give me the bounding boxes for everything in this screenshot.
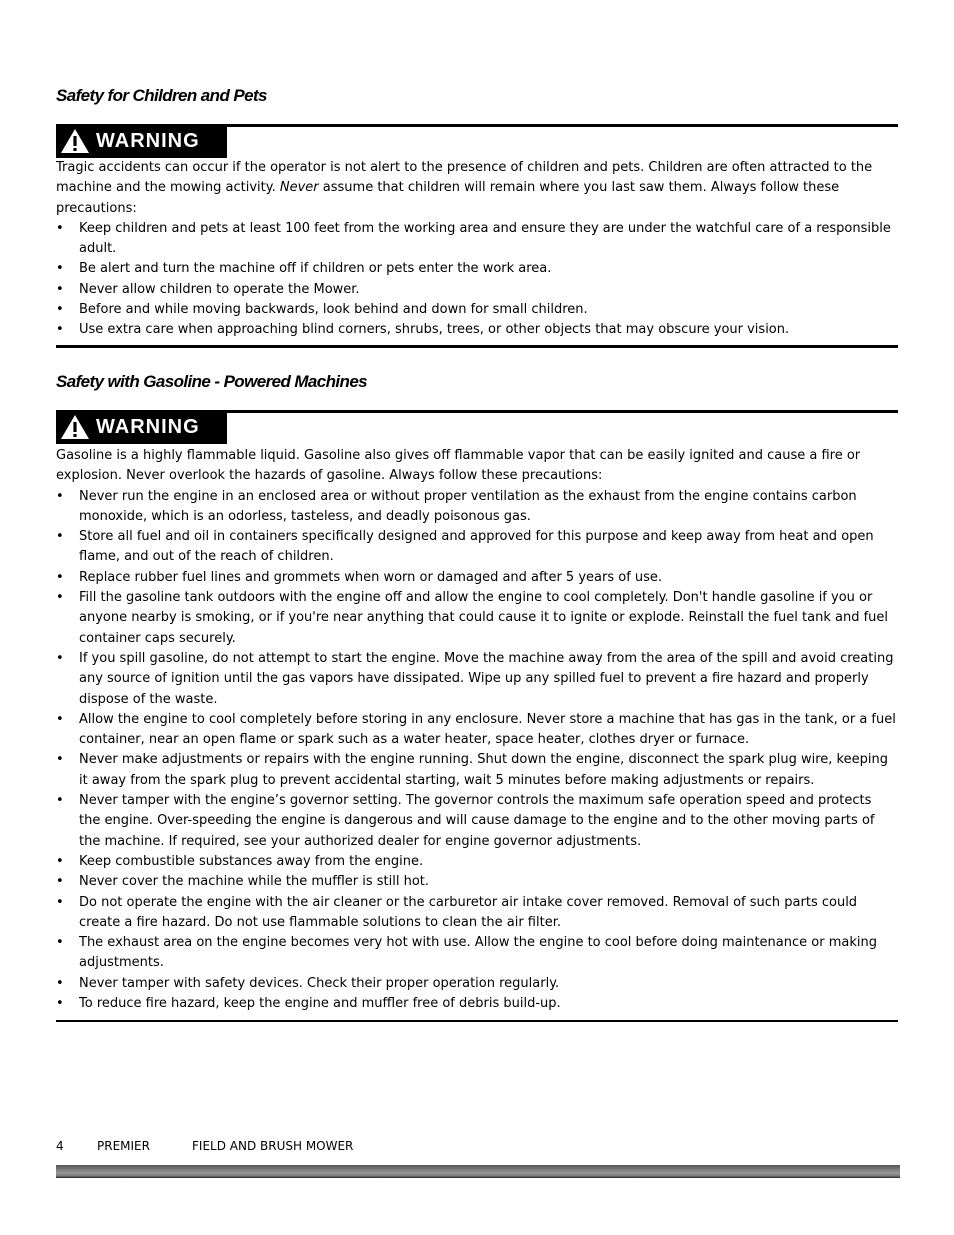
intro-text-a: Tragic accidents can occur if the operator is not alert to the presence of children and pets. Children are often attracted to the machine and the mowing activity.: [56, 160, 873, 196]
children-pets-intro: [56, 158, 896, 219]
list-item: • Never tamper with the engine’s governor setting. The governor controls the maximum safe operation speed and protects the engine. Over-speeding the engine is dangerous and will cause damage to the engine and to the other moving parts of the machine. If required, see your authorized dealer for engine governor adjustments.: [56, 791, 896, 852]
list-item: • Never cover the machine while the muffler is still hot.: [56, 872, 896, 892]
footer-brand: PREMIER: [97, 1139, 150, 1153]
warning-label: WARNING: [96, 129, 200, 152]
list-item: • Never run the engine in an enclosed area or without proper ventilation as the exhaust from the engine contains carbon monoxide, which is an odorless, tasteless, and deadly poisonous gas.: [56, 487, 896, 528]
warning-banner-gasoline: [56, 410, 898, 444]
list-item: • Never make adjustments or repairs with the engine running. Shut down the engine, disconnect the spark plug wire, keeping it away from the spark plug to prevent accidental starting, wait 5 minutes before making adjustments or repairs.: [56, 750, 896, 791]
warning-triangle-icon: [60, 128, 90, 154]
list-item: • Replace rubber fuel lines and grommets when worn or damaged and after 5 years of use.: [56, 568, 896, 588]
list-item: • Be alert and turn the machine off if children or pets enter the work area.: [56, 259, 896, 279]
warning-triangle-icon: [60, 414, 90, 440]
list-item: • If you spill gasoline, do not attempt to start the engine. Move the machine away from the area of the spill and avoid creating any source of ignition until the gas vapors have dissipated. Wipe up any spilled fuel to prevent a fire hazard and properly dispose of the waste.: [56, 649, 896, 710]
list-item: • The exhaust area on the engine becomes very hot with use. Allow the engine to cool before doing maintenance or making adjustments.: [56, 933, 896, 974]
list-item: • Keep combustible substances away from the engine.: [56, 852, 896, 872]
section-divider: [56, 345, 898, 348]
gasoline-list: [56, 487, 896, 1015]
list-item: • Allow the engine to cool completely before storing in any enclosure. Never store a machine that has gas in the tank, or a fuel container, near an open flame or spark such as a water heater, space heater, clothes dryer or furnace.: [56, 710, 896, 751]
list-item: • Use extra care when approaching blind corners, shrubs, trees, or other objects that may obscure your vision.: [56, 320, 896, 340]
children-pets-content: [56, 158, 896, 341]
list-item: • Never allow children to operate the Mower.: [56, 280, 896, 300]
warning-label: WARNING: [96, 415, 200, 438]
section-title-gasoline: Safety with Gasoline - Powered Machines: [56, 372, 368, 391]
list-item: • Never tamper with safety devices. Check their proper operation regularly.: [56, 974, 896, 994]
list-item: • Do not operate the engine with the air cleaner or the carburetor air intake cover removed. Removal of such parts could create a fire hazard. Do not use flammable solutions to clean the air filter.: [56, 893, 896, 934]
gasoline-intro: Gasoline is a highly flammable liquid. Gasoline also gives off flammable vapor that can be easily ignited and cause a fire or explosion. Never overlook the hazards of gasoline. Always follow these precautions:: [56, 448, 861, 484]
list-item: • Store all fuel and oil in containers specifically designed and approved for this purpose and keep away from heat and open flame, and out of the reach of children.: [56, 527, 896, 568]
warning-label-box: [56, 124, 227, 158]
children-pets-list: [56, 219, 896, 341]
intro-never-emphasis: Never: [279, 180, 319, 196]
page-number: 4: [56, 1139, 64, 1153]
list-item: • Fill the gasoline tank outdoors with the engine off and allow the engine to cool completely. Don't handle gasoline if you or anyone nearby is smoking, or if you're near anything that could cause it to ignite or explode. Reinstall the fuel tank and fuel container caps securely.: [56, 588, 896, 649]
warning-banner-children-pets: [56, 124, 898, 158]
footer-bar: [56, 1165, 900, 1178]
gasoline-content: [56, 446, 896, 1014]
section-divider: [56, 1020, 898, 1022]
section-title-children-pets: Safety for Children and Pets: [56, 86, 267, 105]
footer-product: FIELD AND BRUSH MOWER: [192, 1139, 354, 1153]
list-item: • Before and while moving backwards, look behind and down for small children.: [56, 300, 896, 320]
intro-text-b: assume that children will remain where you last saw them. Always follow these precautions:: [56, 180, 840, 216]
list-item: • Keep children and pets at least 100 feet from the working area and ensure they are under the watchful care of a responsible adult.: [56, 219, 896, 260]
warning-label-box: [56, 410, 227, 444]
list-item: • To reduce fire hazard, keep the engine and muffler free of debris build-up.: [56, 994, 896, 1014]
